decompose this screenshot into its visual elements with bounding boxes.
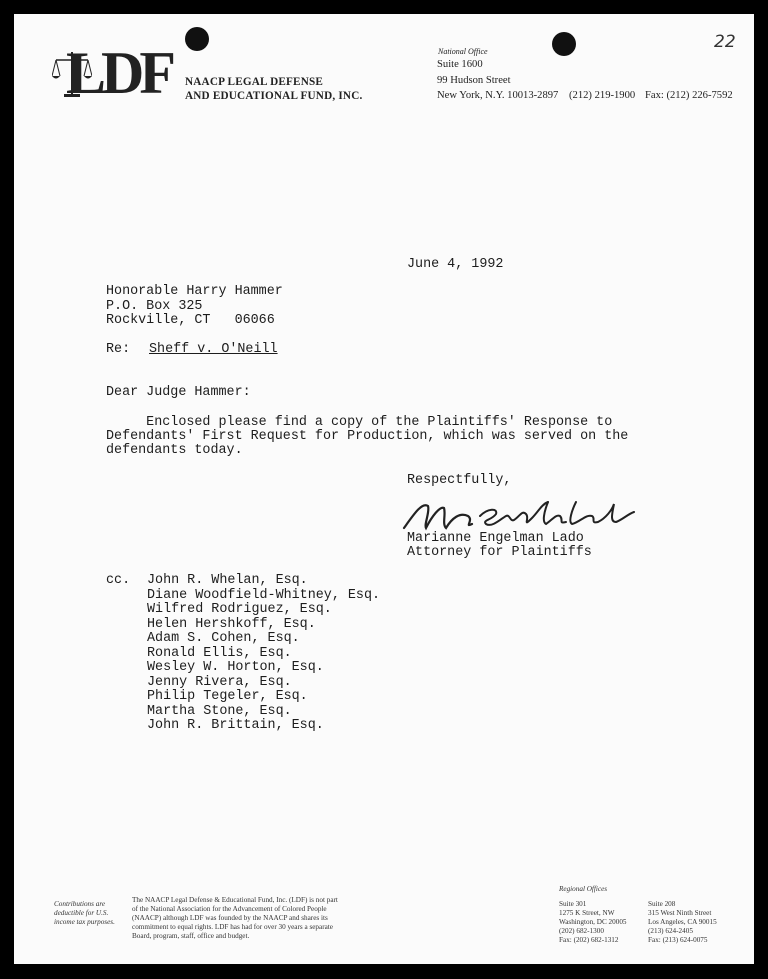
re-case: Sheff v. O'Neill <box>149 342 278 357</box>
regional-office-dc: Suite 301 1275 K Street, NW Washington, DC 20005 (202) 682-1300 Fax: (202) 682-1312 <box>559 900 627 944</box>
body-line-2: Defendants' First Request for Production, which was served on the <box>106 429 629 444</box>
closing: Respectfully, <box>407 473 512 488</box>
salutation: Dear Judge Hammer: <box>106 385 251 400</box>
signer-name: Marianne Engelman Lado <box>407 531 584 546</box>
handwritten-signature <box>402 494 642 534</box>
cc-label: cc. <box>106 573 131 588</box>
letter-page <box>14 14 754 964</box>
re-label: Re: <box>106 342 131 357</box>
footer-contributions: Contributions are deductible for U.S. income tax purposes. <box>54 900 115 926</box>
punch-hole-left <box>185 27 209 51</box>
cc-item: Helen Hershkoff, Esq. <box>147 617 316 632</box>
office-suite: Suite 1600 <box>437 59 483 70</box>
cc-item: Adam S. Cohen, Esq. <box>147 631 300 646</box>
office-label: National Office <box>438 47 488 56</box>
cc-item: John R. Brittain, Esq. <box>147 718 324 733</box>
cc-item: Wesley W. Horton, Esq. <box>147 660 324 675</box>
footer-notice: The NAACP Legal Defense & Educational Fund, Inc. (LDF) is not part of the National Association for the Advancement of Colored People (NAACP) although LDF was founded by the NAACP and shares its commitment to equal rights. LDF has had for over 30 years a separate Board, program, staff, office and budget. <box>132 896 338 940</box>
recipient-city: Rockville, CT 06066 <box>106 313 275 328</box>
recipient-name: Honorable Harry Hammer <box>106 284 283 299</box>
cc-item: Martha Stone, Esq. <box>147 704 292 719</box>
signer-title: Attorney for Plaintiffs <box>407 545 592 560</box>
ldf-logo: LDF <box>66 40 171 106</box>
cc-item: John R. Whelan, Esq. <box>147 573 308 588</box>
regional-office-la: Suite 208 315 West Ninth Street Los Angeles, CA 90015 (213) 624-2405 Fax: (213) 624-0075 <box>648 900 717 944</box>
org-name: NAACP LEGAL DEFENSE AND EDUCATIONAL FUND, INC. <box>185 76 363 102</box>
cc-item: Philip Tegeler, Esq. <box>147 689 308 704</box>
office-phone: (212) 219-1900 <box>569 90 636 101</box>
cc-item: Ronald Ellis, Esq. <box>147 646 292 661</box>
cc-item: Jenny Rivera, Esq. <box>147 675 292 690</box>
office-fax: Fax: (212) 226-7592 <box>645 90 733 101</box>
office-street: 99 Hudson Street <box>437 75 511 86</box>
letter-date: June 4, 1992 <box>407 257 504 272</box>
cc-item: Diane Woodfield-Whitney, Esq. <box>147 588 381 603</box>
recipient-box: P.O. Box 325 <box>106 299 203 314</box>
body-line-1: Enclosed please find a copy of the Plaintiffs' Response to <box>106 415 613 430</box>
office-city: New York, N.Y. 10013-2897 <box>437 90 559 101</box>
punch-hole-right <box>552 32 576 56</box>
page-number: 22 <box>714 32 736 52</box>
cc-item: Wilfred Rodriguez, Esq. <box>147 602 332 617</box>
body-line-3: defendants today. <box>106 443 243 458</box>
regional-offices-label: Regional Offices <box>559 885 608 893</box>
